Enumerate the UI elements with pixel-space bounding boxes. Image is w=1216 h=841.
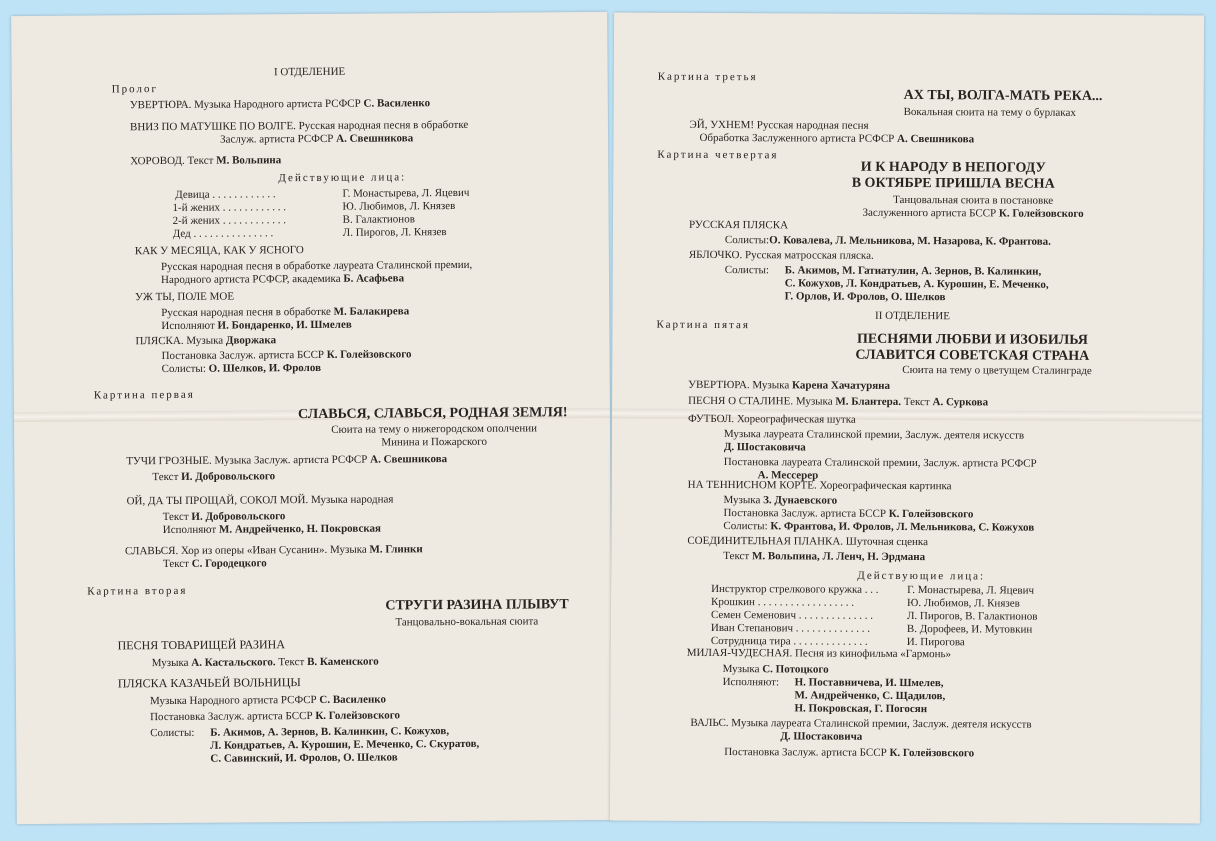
cast-row: Дед . . . . . . . . . . . . . . . Л. Пирогов, Л. Князев: [172, 226, 447, 240]
pesnya-title: ПЕСНЯ ТОВАРИЩЕЙ РАЗИНА: [117, 637, 286, 653]
strugi-title: СТРУГИ РАЗИНА ПЛЫВУТ: [385, 597, 569, 614]
cast-title: Действующие лица:: [278, 171, 407, 185]
yablochko-block: ЯБЛОЧКО. Русская матросская пляска. Солисты: Б. Акимов, М. Гатиатулин, А. Зернов, В. Калинкин, С. Кожухов, Л. Кондратьев, А. Курошин, Е. Меченко, Г. Орлов, И. Фролов, О. Шелков: [688, 248, 1049, 304]
russkaya-block: РУССКАЯ ПЛЯСКА Солисты:О. Ковалева, Л. Мельникова, М. Назарова, К. Франтова.: [688, 218, 1051, 248]
cast-row: Иван Степанович . . . . . . . . . . . . . . В. Дорофеев, И. Мутовкин: [710, 621, 1033, 636]
volga-title: АХ ТЫ, ВОЛГА-МАТЬ РЕКА...: [903, 87, 1103, 105]
cast-row: Сотрудница тира . . . . . . . . . . . . . . И. Пирогова: [710, 634, 965, 649]
cast-row: 2-й жених . . . . . . . . . . . . В. Галактионов: [172, 213, 415, 227]
futbol-block: ФУТБОЛ. Хореографическая шутка Музыка лауреата Сталинской премии, Заслуж. деятеля искусств Д. Шостаковича Постановка лауреата Сталинской премии, Заслуж. артиста РСФСР А. Мессерер: [687, 412, 1037, 482]
narodu-subtitle: Танцовальная сюита в постановке Заслуженного артиста БССР К. Голейзовского: [862, 193, 1084, 220]
pesnya-credits: Музыка А. Кастальского. Текст В. Каменского: [151, 655, 379, 670]
stalin-line: ПЕСНЯ О СТАЛИНЕ. Музыка М. Блантера. Текст А. Суркова: [688, 394, 989, 409]
kazachya-title: ПЛЯСКА КАЗАЧЬЕЙ ВОЛЬНИЦЫ: [117, 675, 301, 691]
planka-block: СОЕДИНИТЕЛЬНАЯ ПЛАНКА. Шуточная сценка Текст М. Вольпина, Л. Ленч, Н. Эрдмана: [687, 534, 929, 564]
kartina-5-heading: Картина пятая: [656, 318, 750, 332]
kartina-3-heading: Картина третья: [657, 70, 758, 84]
strugi-subtitle: Танцовально-вокальная сюита: [395, 615, 539, 629]
kartina-2-heading: Картина вторая: [87, 584, 188, 598]
pesnyami-subtitle: Сюита на тему о цветущем Сталинграде: [902, 363, 1092, 377]
cast-row: 1-й жених . . . . . . . . . . . . Ю. Любимов, Л. Князев: [172, 199, 456, 214]
part-2-title: II ОТДЕЛЕНИЕ: [875, 309, 951, 323]
slavsya-subtitle: Сюита на тему о нижегородском ополчении Минина и Пожарского: [331, 422, 538, 449]
volga-subtitle: Вокальная сюита на тему о бурлаках: [903, 105, 1076, 119]
cast-list: [172, 187, 469, 241]
cast-row: Инструктор стрелкового кружка . . . Г. Монастырева, Л. Яцевич: [711, 582, 1035, 597]
overture-line: УВЕРТЮРА. Музыка Народного артиста РСФСР С. Василенко: [129, 97, 431, 112]
milaya-block: МИЛАЯ-ЧУДЕСНАЯ. Песня из кинофильма «Гармонь» Музыка С. Потоцкого Исполняют: Н. Поставничева, И. Шмелев, М. Андрейченко, С. Щадилов, Н. Покровская, Г. Погосян: [686, 646, 952, 716]
cast-row: Девица . . . . . . . . . . . . Г. Монастырева, Л. Яцевич: [175, 186, 470, 201]
prolog-heading: Пролог: [111, 83, 159, 96]
cast-title-2: Действующие лица:: [857, 569, 986, 583]
tuchi-block: ТУЧИ ГРОЗНЫЕ. Музыка Заслуж. артиста РСФСР А. Свешникова Текст И. Добровольского: [126, 453, 448, 484]
sokol-block: ОЙ, ДА ТЫ ПРОЩАЙ, СОКОЛ МОЙ. Музыка народная Текст И. Добровольского Исполняют М. Андрейченко, Н. Покровская: [126, 493, 394, 537]
vals-block: ВАЛЬС. Музыка лауреата Сталинской премии, Заслуж. деятеля искусств Д. Шостаковича Постановка Заслуж. артиста БССР К. Голейзовского: [690, 716, 1032, 760]
pesnyami-title: ПЕСНЯМИ ЛЮБВИ И ИЗОБИЛЬЯ СЛАВИТСЯ СОВЕТСКАЯ СТРАНА: [855, 331, 1090, 364]
cast-row: Семен Семенович . . . . . . . . . . . . . . Л. Пирогов, В. Галактионов: [710, 608, 1038, 623]
part-title: I ОТДЕЛЕНИЕ: [273, 65, 346, 79]
kartina-4-heading: Картина четвертая: [657, 148, 779, 162]
narodu-title: И К НАРОДУ В НЕПОГОДУ В ОКТЯБРЕ ПРИШЛА ВЕСНА: [851, 159, 1055, 192]
kartina-1-heading: Картина первая: [93, 388, 195, 402]
ukhnem-block: ЭЙ, УХНЕМ! Русская народная песня Обработка Заслуженного артиста РСФСР А. Свешникова: [689, 118, 975, 146]
cast-list-2: [711, 583, 1038, 650]
cast-row: Крошкин . . . . . . . . . . . . . . . . . . Ю. Любимов, Л. Князев: [711, 595, 1020, 610]
overture-2-line: УВЕРТЮРА. Музыка Карена Хачатуряна: [688, 378, 891, 392]
left-page: [11, 12, 613, 824]
pole-block: УЖ ТЫ, ПОЛЕ МОЕ Русская народная песня в обработке М. Балакирева Исполняют И. Бондаренко, И. Шмелев: [135, 290, 410, 333]
slavsya-khor-block: СЛАВЬСЯ. Хор из оперы «Иван Сусанин». Музыка М. Глинки Текст С. Городецкого: [124, 543, 423, 571]
slavsya-title: СЛАВЬСЯ, СЛАВЬСЯ, РОДНАЯ ЗЕМЛЯ!: [297, 405, 568, 423]
right-page: [610, 12, 1204, 823]
khorovod-line: ХОРОВОД. Текст М. Вольпина: [130, 154, 282, 168]
vniz-block: ВНИЗ ПО МАТУШКЕ ПО ВОЛГЕ. Русская народная песня в обработке Заслуж. артиста РСФСР А. Свешникова: [129, 118, 469, 146]
mesyats-block: КАК У МЕСЯЦА, КАК У ЯСНОГО Русская народная песня в обработке лауреата Сталинской премии, Народного артиста РСФСР, академика Б. Асафьева: [134, 244, 473, 287]
plyaska-block: ПЛЯСКА. Музыка Дворжака Постановка Заслуж. артиста БССР К. Голейзовского Солисты: О. Шелков, И. Фролов: [135, 334, 412, 376]
kazachya-block: Музыка Народного артиста РСФСР С. Василенко Постановка Заслуж. артиста БССР К. Голейзовского Солисты: Б. Акимов, А. Зернов, В. Калинкин, С. Кожухов, Л. Кондратьев, А. Курошин, Е. Меченко, С. Скуратов, С. Савинский, И. Фролов, О. Шелков: [149, 693, 480, 765]
tennis-block: НА ТЕННИСНОМ КОРТЕ. Хореографическая картинка Музыка З. Дунаевского Постановка Заслуж. артиста БССР К. Голейзовского Солисты: К. Франтова, И. Фролов, Л. Мельникова, С. Кожухов: [687, 478, 1035, 534]
